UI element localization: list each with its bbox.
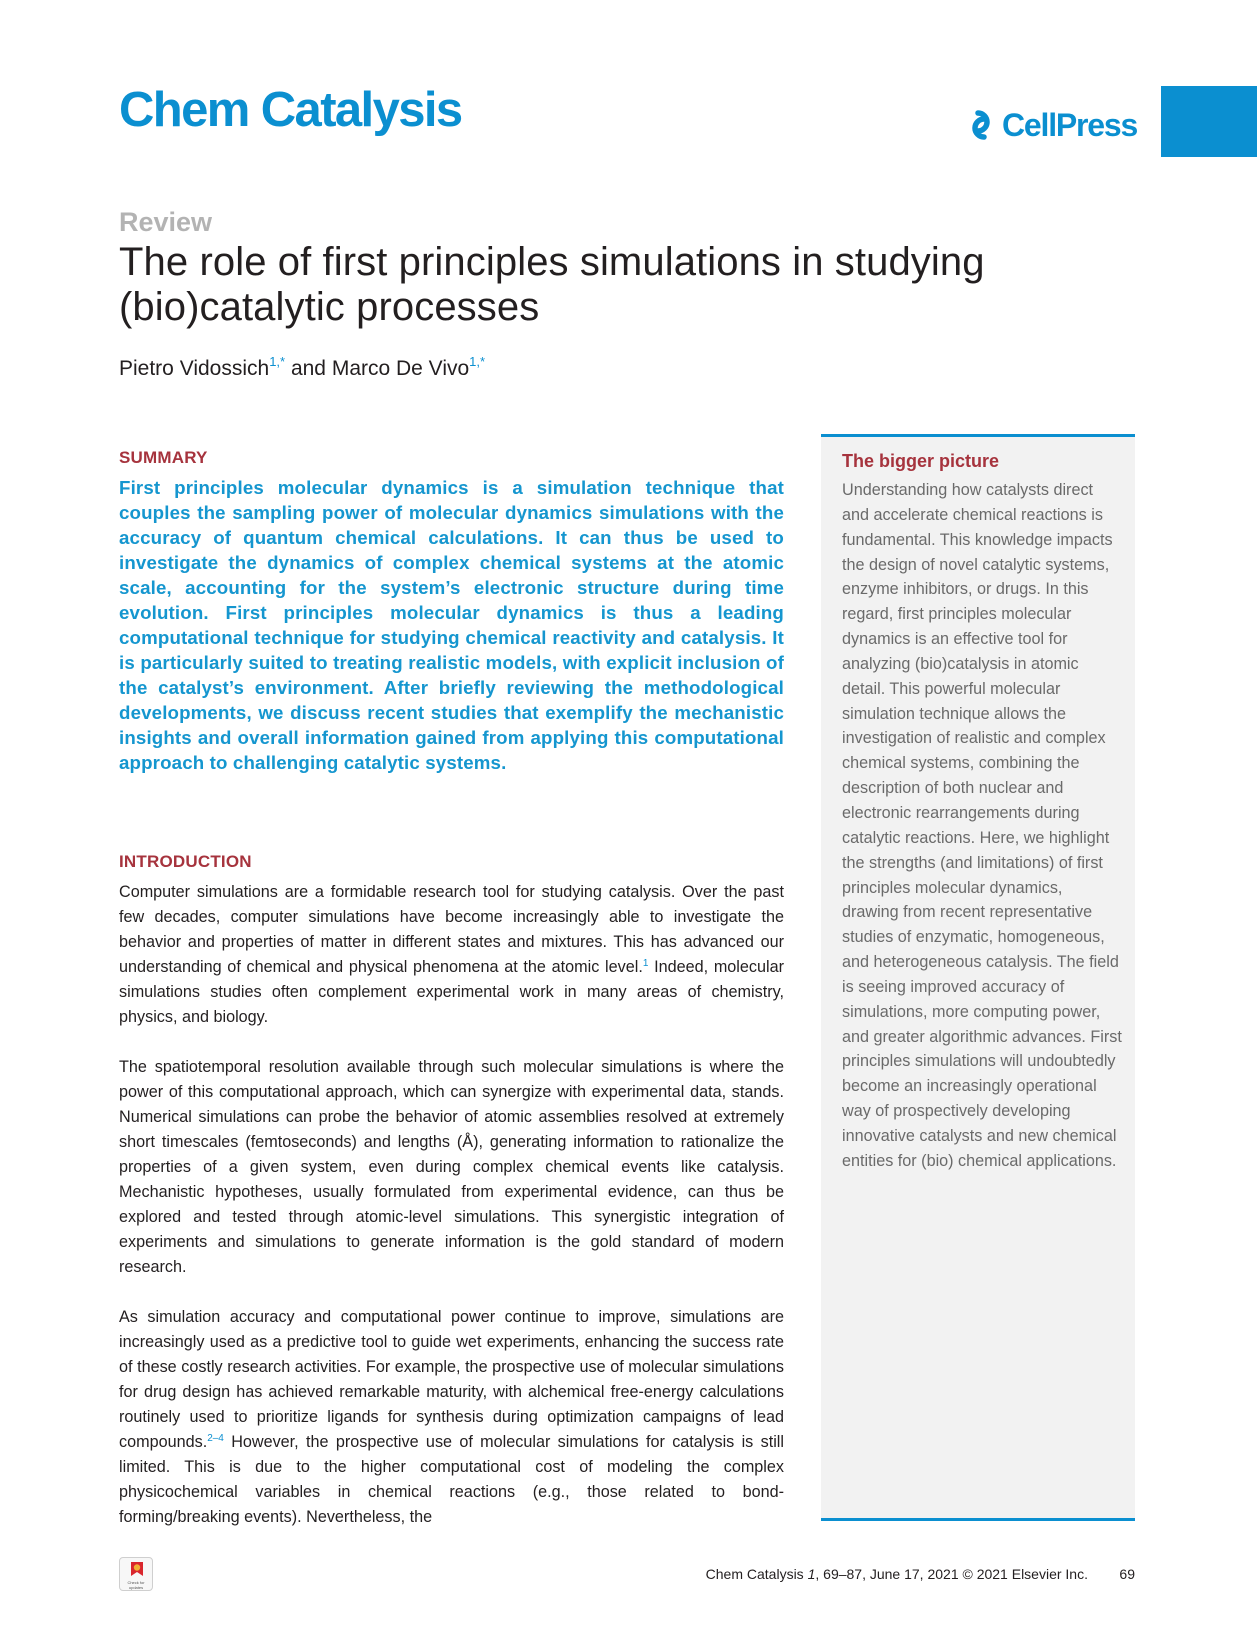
intro-paragraph: [119, 880, 784, 1030]
introduction-body: [119, 880, 784, 1555]
author-affiliation-link[interactable]: 1,*: [469, 354, 486, 369]
page-footer: [119, 1557, 1135, 1593]
paragraph-text: As simulation accuracy and computational power continue to improve, simulations are increasingly used as a predictive tool to guide wet experiments, enhancing the success rate of these costly research activities. For example, the prospective use of molecular simulations for drug design has achieved remarkable maturity, with alchemical free-energy calculations routinely used to prioritize ligands for synthesis during optimization campaigns of lead compounds.: [119, 1308, 784, 1451]
article-type-label: Review: [119, 207, 213, 237]
bigger-picture-text: Understanding how catalysts direct and accelerate chemical reactions is fundamental. This knowledge impacts the design of novel catalytic systems, enzyme inhibitors, or drugs. In this regard, first principles molecular dynamics is an effective tool for analyzing (bio)catalysis in atomic detail. This powerful molecular simulation technique allows the investigation of realistic and complex chemical systems, combining the description of both nuclear and electronic rearrangements during catalytic reactions. Here, we highlight the strengths (and limitations) of first principles molecular dynamics, drawing from recent representative studies of enzymatic, homogeneous, and heterogeneous catalysis. The field is seeing improved accuracy of simulations, more computing power, and greater algorithmic advances. First principles simulations will undoubtedly become an increasingly operational way of prospectively developing innovative catalysts and new chemical entities for (bio) chemical applications.: [842, 481, 1122, 1170]
citation-volume: 1: [807, 1566, 816, 1582]
citation-line: [706, 1565, 1088, 1583]
intro-paragraph: The spatiotemporal resolution available through such molecular simulations is where the power of this computational approach, which can synergize with experimental data, stands. Numerical simulations can probe the behavior of atomic assemblies resolved at extremely short timescales (femtoseconds) and lengths (Å), generating information to rationalize the properties of a given system, even during complex chemical events like catalysis. Mechanistic hypotheses, usually formulated from experimental evidence, can thus be explored and tested through atomic-level simulations. This synergistic integration of experiments and simulations to generate information is the gold standard of modern research.: [119, 1058, 784, 1276]
crossmark-label: Check for updates: [127, 1580, 145, 1590]
bigger-picture-heading: The bigger picture: [842, 451, 1000, 471]
author-name: Pietro Vidossich: [119, 357, 270, 380]
citation-details: , 69–87, June 17, 2021 © 2021 Elsevier Inc.: [815, 1566, 1088, 1582]
page-number: 69: [1119, 1566, 1135, 1582]
summary-text: First principles molecular dynamics is a simulation technique that couples the sampling power of molecular dynamics simulations with the accuracy of quantum chemical calculations. It can thus be used to investigate the dynamics of complex chemical systems at the atomic scale, accounting for the system’s electronic structure during time evolution. First principles molecular dynamics is thus a leading computational technique for studying chemical reactivity and catalysis. It is particularly suited to treating realistic models, with explicit inclusion of the catalyst’s environment. After briefly reviewing the methodological developments, we discuss recent studies that exemplify the mechanistic insights and overall information gained from applying this computational approach to challenging catalytic systems.: [119, 477, 784, 773]
citation-journal: Chem Catalysis: [705, 1566, 808, 1582]
paragraph-text: However, the prospective use of molecular simulations for catalysis is still limited. This is due to the higher computational cost of modeling the complex physicochemical variables in chemical reactions (e.g., those related to bond-forming/breaking events). Nevertheless, the: [119, 1433, 784, 1526]
author-name: Marco De Vivo: [331, 357, 470, 380]
reference-link[interactable]: 2–4: [207, 1433, 224, 1444]
publisher-name: CellPress: [1002, 107, 1138, 143]
author-joiner: and: [285, 357, 332, 380]
summary-heading: SUMMARY: [119, 448, 208, 467]
reference-link[interactable]: 1: [642, 958, 649, 969]
bigger-picture-box: [821, 434, 1135, 1521]
publisher-logo: [964, 104, 1137, 146]
article-title: The role of first principles simulations in studying (bio)catalytic processes: [119, 240, 985, 329]
journal-title: Chem Catalysis: [119, 83, 462, 137]
author-line: [119, 356, 485, 382]
corner-color-tab: [1161, 86, 1257, 157]
introduction-heading: INTRODUCTION: [119, 852, 252, 871]
crossmark-icon: [129, 1561, 145, 1579]
paragraph-text: Computer simulations are a formidable research tool for studying catalysis. Over the past few decades, computer simulations have become increasingly able to investigate the behavior and properties of matter in different states and mixtures. This has advanced our understanding of chemical and physical phenomena at the atomic level.: [119, 883, 784, 976]
check-for-updates-badge[interactable]: [119, 1557, 153, 1591]
cellpress-logo-icon: [964, 108, 998, 142]
author-affiliation-link[interactable]: 1,*: [269, 354, 286, 369]
intro-paragraph: [119, 1305, 784, 1530]
paragraph-text: Indeed, molecular simulations studies often complement experimental work in many areas of chemistry, physics, and biology.: [119, 958, 784, 1026]
